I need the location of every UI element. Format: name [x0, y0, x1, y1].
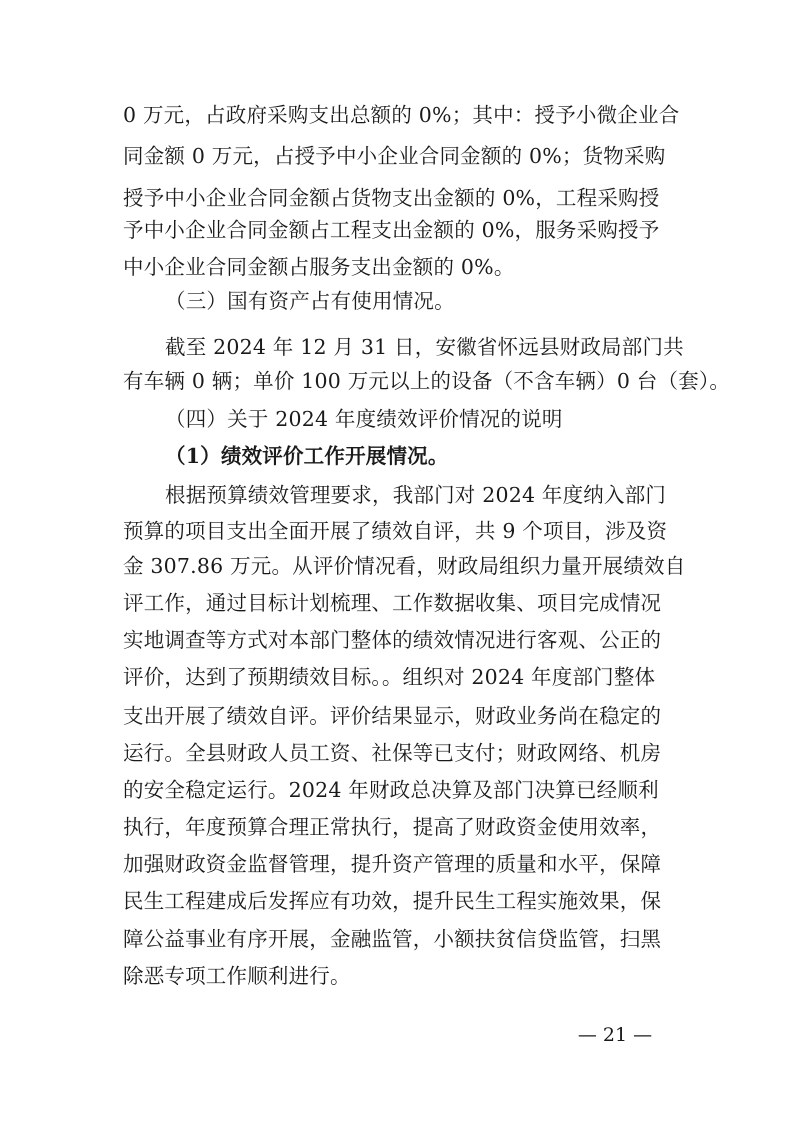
text-line: 加强财政资金监督管理，提升资产管理的质量和水平，保障 [123, 852, 662, 876]
text-line: 金 307.86 万元。从评价情况看，财政局组织力量开展绩效自 [123, 554, 686, 578]
text-line: 0 万元，占政府采购支出总额的 0%；其中：授予小微企业合 [123, 103, 680, 127]
text-line: 民生工程建成后发挥应有功效，提升民生工程实施效果，保 [123, 889, 662, 913]
section-heading-4: （四）关于 2024 年度绩效评价情况的说明 [165, 407, 563, 431]
text-line: 评价，达到了预期绩效目标。。组织对 2024 年度部门整体 [123, 665, 656, 689]
text-line: 截至 2024 年 12 月 31 日，安徽省怀远县财政局部门共 [165, 335, 684, 359]
text-line: 的安全稳定运行。2024 年财政总决算及部门决算已经顺利 [123, 778, 659, 802]
text-line: 预算的项目支出全面开展了绩效自评，共 9 个项目，涉及资 [123, 519, 668, 543]
text-line: 授予中小企业合同金额占货物支出金额的 0%，工程采购授 [123, 186, 660, 210]
text-line: 予中小企业合同金额占工程支出金额的 0%，服务采购授予 [123, 218, 660, 242]
text-line: 除恶专项工作顺利进行。 [123, 964, 351, 988]
text-line: 障公益事业有序开展，金融监管，小额扶贫信贷监管，扫黑 [123, 927, 662, 951]
page-number: — 21 — [577, 1024, 653, 1046]
text-line: 同金额 0 万元，占授予中小企业合同金额的 0%；货物采购 [123, 144, 666, 168]
text-line: 根据预算绩效管理要求，我部门对 2024 年度纳入部门 [165, 483, 667, 507]
text-line: 有车辆 0 辆；单价 100 万元以上的设备（不含车辆）0 台（套）。 [123, 369, 731, 393]
text-line: 支出开展了绩效自评。评价结果显示，财政业务尚在稳定的 [123, 704, 662, 728]
text-line: 实地调查等方式对本部门整体的绩效情况进行客观、公正的 [123, 628, 662, 652]
text-line: 评工作，通过目标计划梳理、工作数据收集、项目完成情况 [123, 591, 662, 615]
section-heading-3: （三）国有资产占有使用情况。 [165, 289, 455, 313]
text-line: 执行，年度预算合理正常执行，提高了财政资金使用效率， [123, 815, 662, 839]
subsection-heading: （1）绩效评价工作开展情况。 [165, 444, 449, 468]
text-line: 中小企业合同金额占服务支出金额的 0%。 [123, 255, 515, 279]
text-line: 运行。全县财政人员工资、社保等已支付；财政网络、机房 [123, 741, 662, 765]
